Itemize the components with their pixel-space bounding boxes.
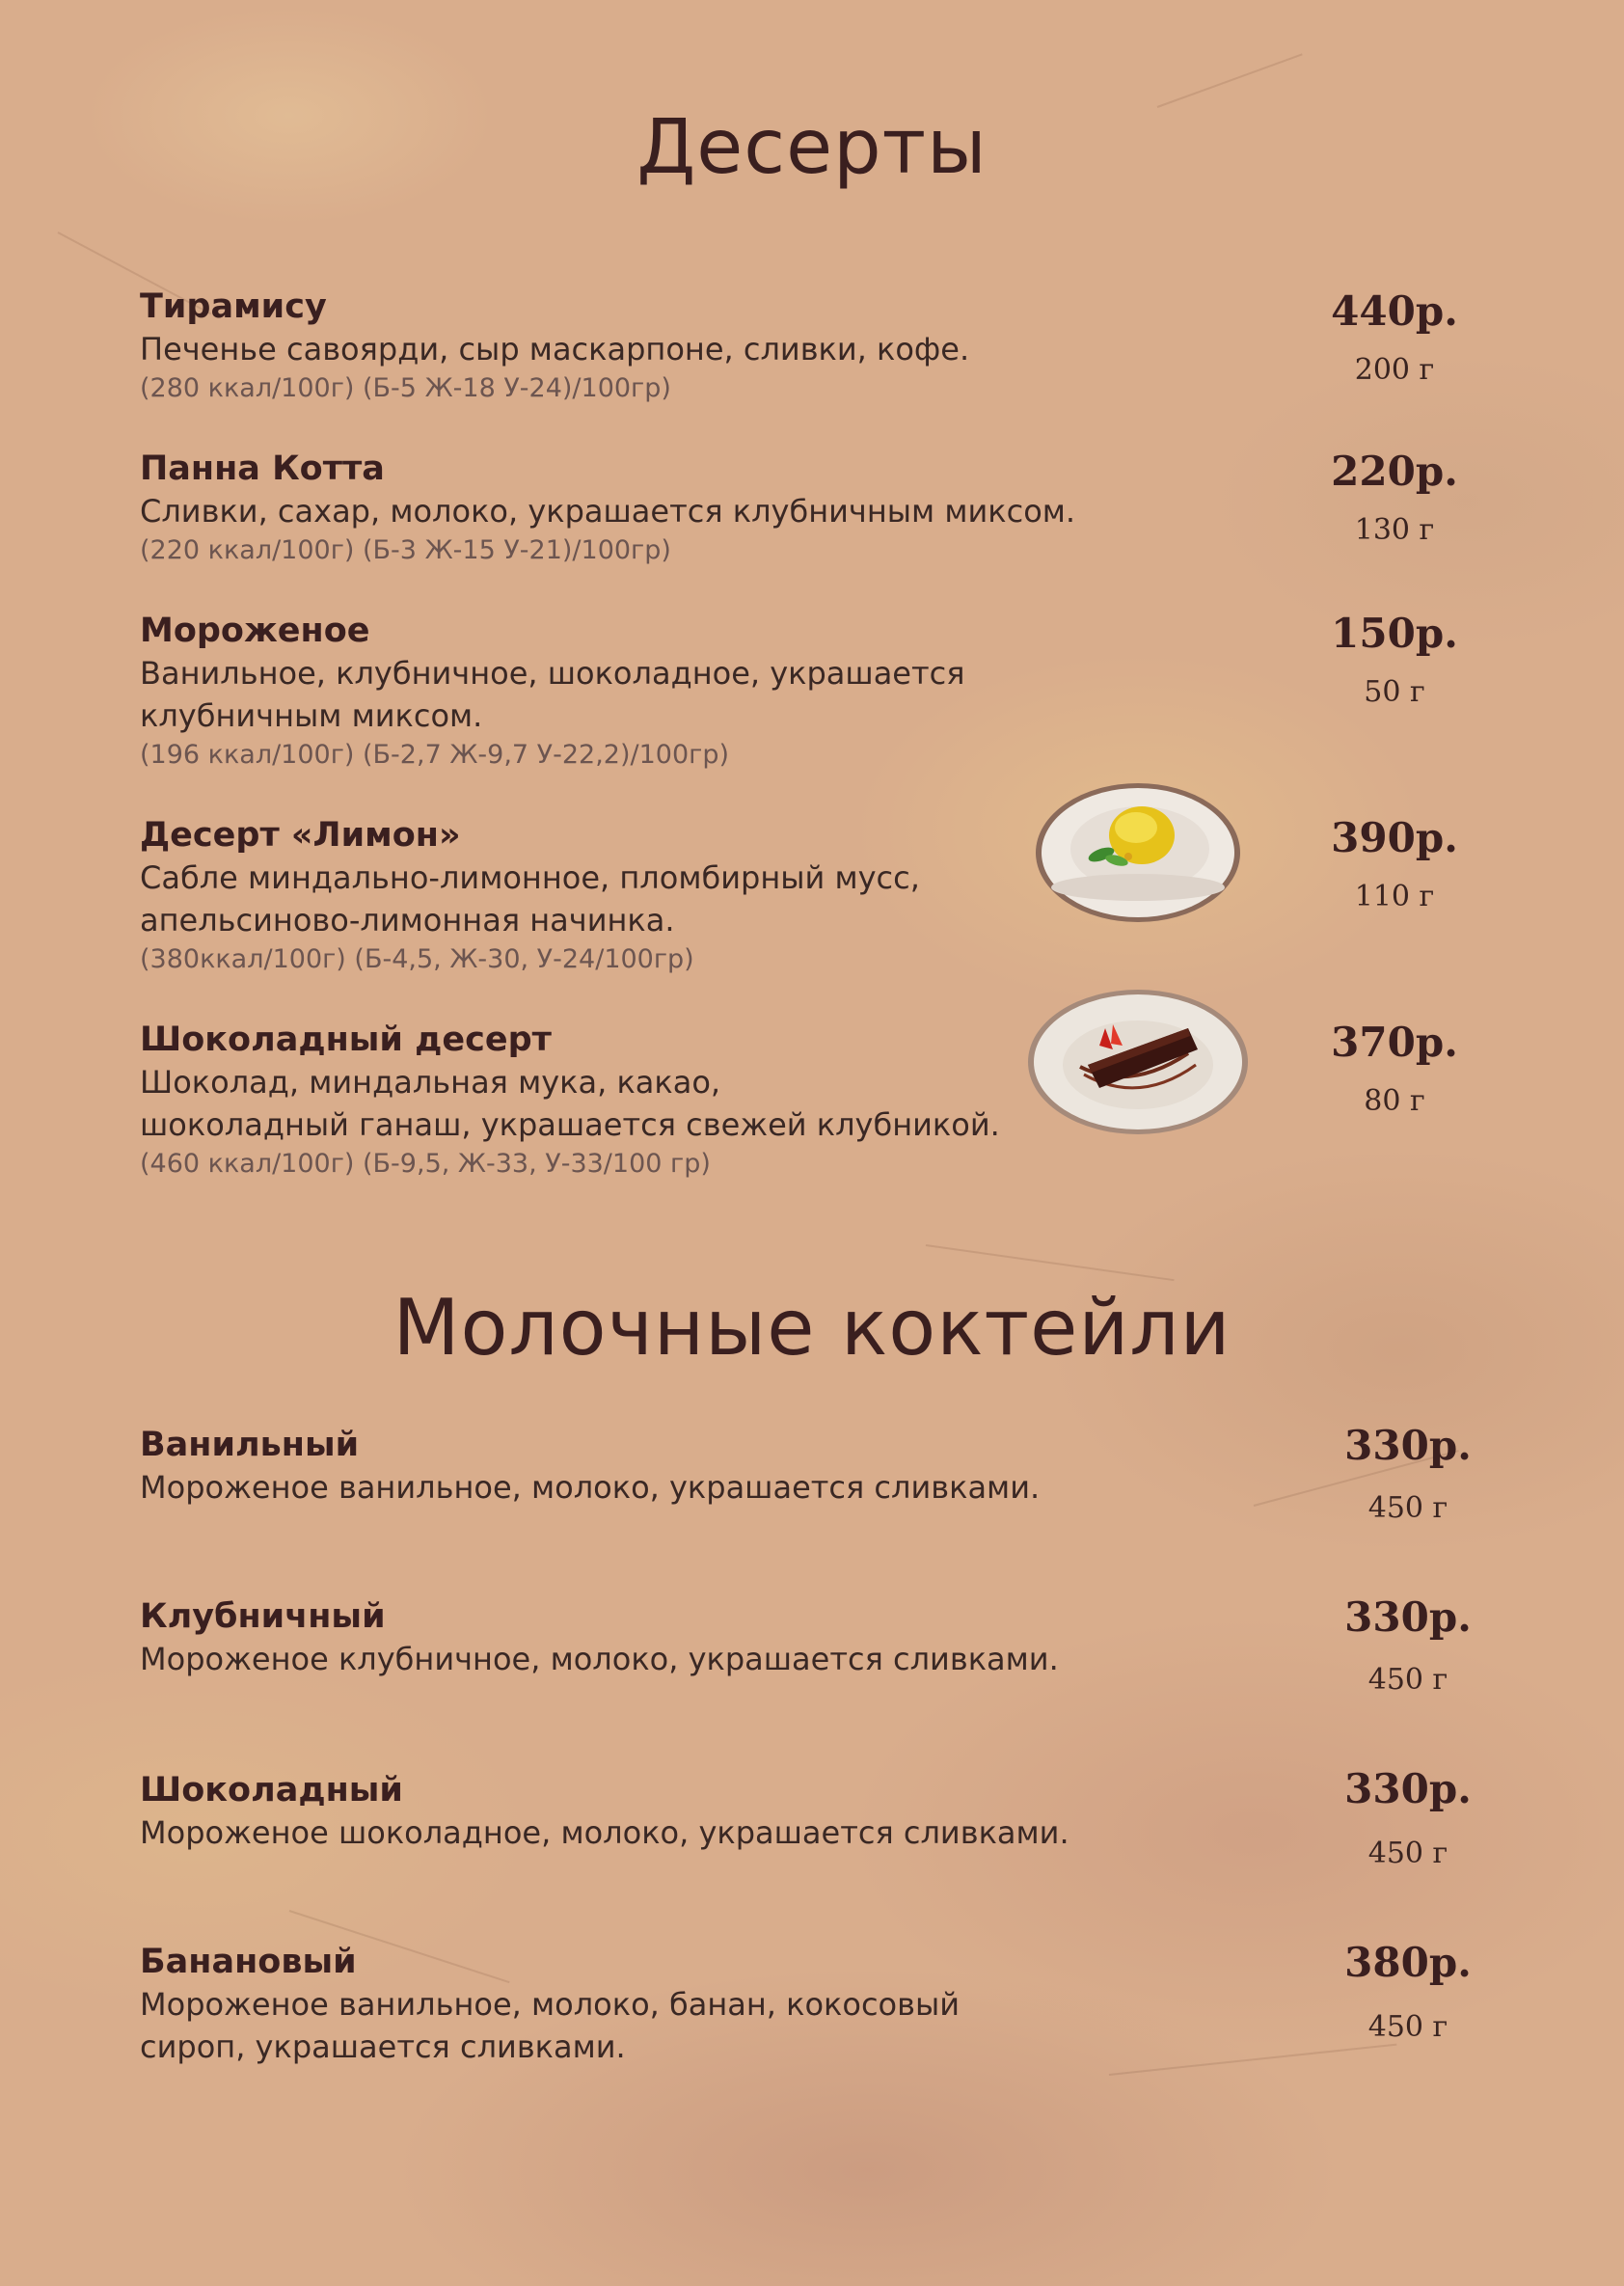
lemon-dessert-photo	[1032, 779, 1244, 926]
menu-item	[140, 448, 1075, 569]
chocolate-dessert-photo	[1024, 986, 1252, 1138]
item-price: 330р.	[1344, 1593, 1472, 1641]
item-name: Шоколадный десерт	[140, 1021, 552, 1059]
item-description: Шоколад, миндальная мука, какао,	[140, 1064, 721, 1101]
item-price: 370р.	[1331, 1019, 1458, 1066]
item-weight: 450 г	[1367, 2010, 1448, 2044]
item-price: 220р.	[1331, 448, 1458, 495]
item-weight: 450 г	[1367, 1491, 1448, 1525]
item-name: Мороженое	[140, 612, 370, 650]
milkshakes-title: Молочные коктейли	[392, 1283, 1232, 1373]
item-nutrition: (280 ккал/100г) (Б-5 Ж-18 У-24)/100гр)	[140, 373, 671, 403]
item-price: 150р.	[1331, 610, 1458, 657]
menu-item	[140, 814, 920, 978]
menu-item	[140, 1595, 1059, 1680]
item-name: Тирамису	[140, 287, 327, 326]
item-name: Ванильный	[140, 1426, 360, 1464]
menu-item	[140, 1424, 1040, 1509]
item-name: Панна Котта	[140, 449, 385, 488]
item-nutrition: (460 ккал/100г) (Б-9,5, Ж-33, У-33/100 гр)	[140, 1149, 711, 1179]
item-weight: 450 г	[1367, 1837, 1448, 1870]
item-description: Мороженое ванильное, молоко, банан, кокосовый	[140, 1986, 961, 2023]
item-description: Ванильное, клубничное, шоколадное, украшается	[140, 655, 965, 692]
item-name: Шоколадный	[140, 1771, 403, 1810]
wall-crack	[926, 1244, 1175, 1281]
item-nutrition: (196 ккал/100г) (Б-2,7 Ж-9,7 У-22,2)/100гр)	[140, 740, 730, 770]
item-description: Печенье савоярди, сыр маскарпоне, сливки, кофе.	[140, 331, 970, 367]
item-nutrition: (380ккал/100г) (Б-4,5, Ж-30, У-24/100гр)	[140, 944, 694, 974]
item-description: сироп, украшается сливками.	[140, 2028, 626, 2065]
item-name: Десерт «Лимон»	[140, 816, 461, 855]
item-weight: 200 г	[1354, 353, 1435, 387]
desserts-title: Десерты	[636, 104, 988, 191]
item-price: 390р.	[1331, 814, 1458, 861]
item-price: 380р.	[1344, 1939, 1472, 1986]
menu-item	[140, 286, 969, 407]
item-price: 440р.	[1331, 287, 1458, 335]
menu-item	[140, 1019, 1000, 1183]
menu-item	[140, 1941, 960, 2068]
menu-item	[140, 610, 964, 774]
item-description: апельсиново-лимонная начинка.	[140, 902, 675, 939]
item-price: 330р.	[1344, 1422, 1472, 1469]
item-weight: 80 г	[1364, 1084, 1425, 1118]
item-price: 330р.	[1344, 1765, 1472, 1812]
item-weight: 110 г	[1354, 880, 1435, 913]
item-description: шоколадный ганаш, украшается свежей клубникой.	[140, 1106, 1000, 1143]
item-weight: 130 г	[1354, 513, 1435, 547]
item-description: Мороженое клубничное, молоко, украшается сливками.	[140, 1641, 1059, 1677]
item-description: Мороженое ванильное, молоко, украшается сливками.	[140, 1469, 1041, 1506]
wall-crack	[1109, 2044, 1397, 2076]
item-description: Мороженое шоколадное, молоко, украшается сливками.	[140, 1814, 1069, 1851]
menu-item	[140, 1769, 1069, 1854]
item-weight: 450 г	[1367, 1663, 1448, 1697]
item-weight: 50 г	[1364, 675, 1425, 709]
item-name: Клубничный	[140, 1597, 386, 1636]
item-description: Сабле миндально-лимонное, пломбирный мусс,	[140, 859, 920, 896]
item-name: Банановый	[140, 1943, 357, 1981]
item-description: Сливки, сахар, молоко, украшается клубничным миксом.	[140, 493, 1076, 530]
wall-crack	[1157, 53, 1303, 108]
item-nutrition: (220 ккал/100г) (Б-3 Ж-15 У-21)/100гр)	[140, 535, 671, 565]
item-description: клубничным миксом.	[140, 697, 483, 734]
